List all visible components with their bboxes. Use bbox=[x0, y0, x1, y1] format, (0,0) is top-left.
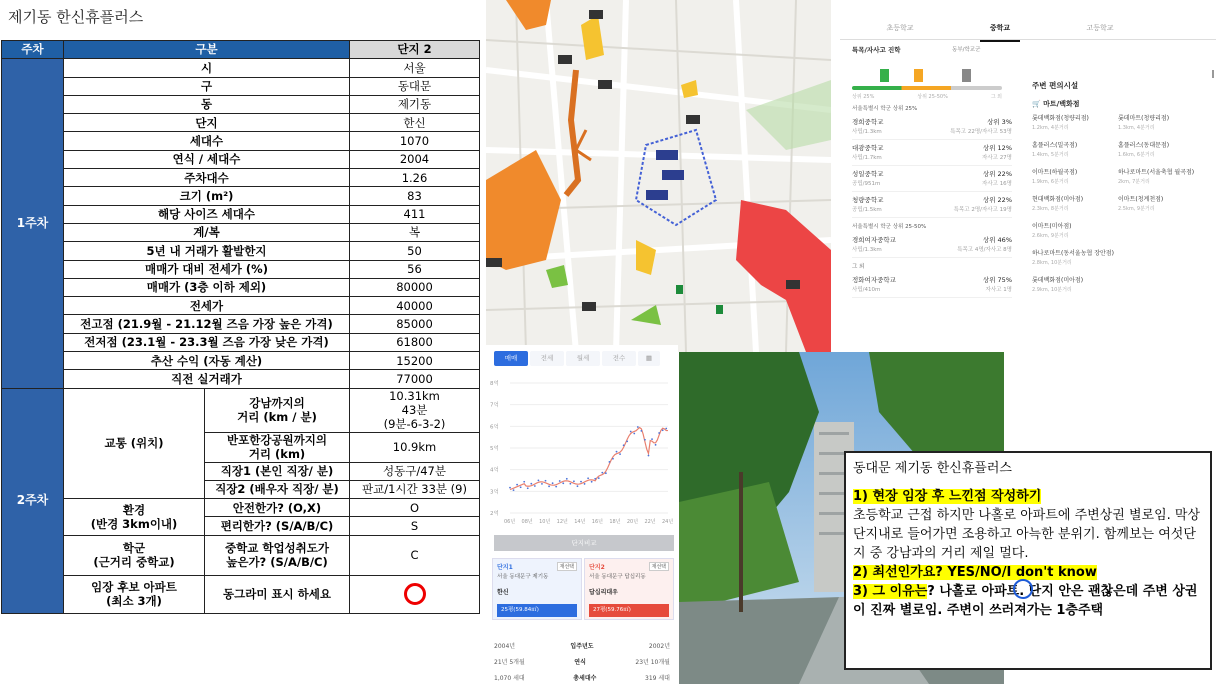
row-value: 77000 bbox=[350, 370, 480, 388]
price-point bbox=[573, 480, 575, 482]
gangnam-value-line: (9분-6-3-2) bbox=[383, 417, 446, 432]
note-body: 초등학교 근접 하지만 나홀로 아파트에 주변상권 별로임. 막상 단지내로 들어가면 조용하고 아늑한 분위기. 함께보는 여섯단지 중 강남과의 거리 제일 멀다. bbox=[853, 508, 1201, 561]
facilities-title: 주변 편의시설 bbox=[1032, 81, 1079, 90]
school-sub: 공립/1.5km bbox=[852, 207, 882, 213]
row-value: 동대문 bbox=[350, 77, 480, 95]
price-point bbox=[598, 477, 600, 479]
note-title: 동대문 제기동 한신휴플러스 bbox=[853, 461, 1012, 476]
facility-distance: 1.6km, 6분거리 bbox=[1118, 152, 1155, 158]
gangnam-value-line: 10.31km bbox=[389, 388, 440, 403]
row-label: 단지 bbox=[64, 114, 350, 132]
compare-right: 2002년 bbox=[648, 643, 670, 650]
price-point bbox=[527, 487, 529, 489]
row-label: 전저점 (23.1월 - 23.3월 즈음 가장 낮은 가격) bbox=[64, 333, 350, 351]
facility-name: 롯데백화점(청량리점) bbox=[1032, 115, 1089, 122]
row-label: 추산 수익 (자동 계산) bbox=[64, 352, 350, 370]
row-label: 시 bbox=[64, 59, 350, 77]
gauge-region: 동부/학교군 bbox=[952, 47, 981, 53]
tab-sale[interactable]: 매매 bbox=[494, 351, 528, 366]
school-sub: 사립/410m bbox=[852, 287, 881, 293]
row-value: 2004 bbox=[350, 150, 480, 168]
gauge-heading: 특목/자사고 진학 bbox=[852, 46, 901, 54]
price-point bbox=[665, 428, 667, 430]
row-label: 해당 사이즈 세대수 bbox=[64, 205, 350, 223]
env-label bbox=[64, 499, 205, 536]
compare-row bbox=[494, 657, 670, 666]
x-tick-label: 08년 bbox=[521, 519, 533, 525]
price-point bbox=[587, 477, 589, 479]
row-label: 연식 / 세대수 bbox=[64, 150, 350, 168]
x-tick-label: 10년 bbox=[539, 519, 551, 525]
school-info: 자사고 16명 bbox=[982, 181, 1012, 187]
price-point bbox=[555, 486, 557, 488]
facility-item[interactable] bbox=[1118, 140, 1204, 167]
price-point bbox=[594, 478, 596, 480]
gangnam-label-line2: 거리 (km / 분) bbox=[237, 410, 317, 425]
school-info: 특목고 2명/자사고 19명 bbox=[953, 207, 1012, 213]
price-point bbox=[534, 485, 536, 487]
compare-mid: 총세대수 bbox=[573, 675, 597, 682]
row-label: 크기 (m²) bbox=[64, 187, 350, 205]
row-value: 61800 bbox=[350, 333, 480, 351]
facility-distance: 1.3km, 4분거리 bbox=[1118, 125, 1155, 131]
card2-address: 서울 동대문구 답십리동 bbox=[589, 574, 646, 580]
no-circle-mark bbox=[1013, 579, 1033, 599]
school-question-line1: 중학교 학업성취도가 bbox=[225, 540, 329, 555]
price-point bbox=[651, 438, 653, 440]
gauge-label-other: 그 외 bbox=[990, 94, 1002, 100]
school-sub: 사립/1.3km bbox=[852, 247, 882, 253]
price-point bbox=[538, 479, 540, 481]
facility-item[interactable] bbox=[1032, 167, 1118, 194]
price-point bbox=[637, 426, 639, 428]
tab-middle[interactable]: 중학교 bbox=[940, 23, 1060, 33]
price-point bbox=[509, 487, 511, 489]
x-tick-label: 16년 bbox=[591, 519, 603, 525]
facility-item[interactable] bbox=[1032, 221, 1118, 248]
row-value: 80000 bbox=[350, 278, 480, 296]
price-point bbox=[648, 455, 650, 457]
mart-title bbox=[1032, 99, 1212, 109]
price-point bbox=[552, 482, 554, 484]
x-tick-label: 12년 bbox=[556, 519, 568, 525]
facility-name: 홈플러스(밀곡점) bbox=[1032, 142, 1078, 149]
safe-value: O bbox=[350, 499, 480, 517]
gauge-flag-orange bbox=[914, 69, 923, 82]
facility-distance: 2.5km, 9분거리 bbox=[1118, 206, 1155, 212]
compare-mid: 연식 bbox=[574, 659, 586, 666]
banpo-label-line2: 거리 (km) bbox=[248, 447, 306, 462]
row-label: 매매가 (3층 이하 제외) bbox=[64, 278, 350, 296]
row-value: 15200 bbox=[350, 352, 480, 370]
imjang-table bbox=[1, 40, 480, 614]
candidate-label-line2: (최소 3개) bbox=[106, 594, 162, 609]
price-chart bbox=[486, 373, 678, 533]
gangnam-value-line: 43분 bbox=[401, 403, 428, 418]
price-point bbox=[523, 481, 525, 483]
tab-jeonse[interactable]: 전세 bbox=[530, 351, 564, 366]
school-info: 자사고 1명 bbox=[985, 287, 1012, 293]
week1-label: 1주차 bbox=[2, 59, 64, 388]
y-tick-label: 3억 bbox=[490, 489, 499, 496]
row-value: 1.26 bbox=[350, 169, 480, 187]
school-rank: 상위 75% bbox=[982, 276, 1012, 284]
facility-item[interactable] bbox=[1118, 194, 1204, 221]
facility-distance: 1.2km, 4분거리 bbox=[1032, 125, 1069, 131]
school-group-2: 서울특별시 학군 상위 25-50% bbox=[852, 224, 927, 230]
price-point bbox=[601, 472, 603, 474]
price-point bbox=[580, 481, 582, 483]
school-info: 특목고 22명/자사고 53명 bbox=[950, 129, 1012, 135]
facility-name: 하나로마트(동서울농협 장안점) bbox=[1032, 250, 1114, 257]
row-value: 56 bbox=[350, 260, 480, 278]
card2-size[interactable]: 27평(59.76㎡) bbox=[589, 604, 669, 617]
row-value: 제기동 bbox=[350, 95, 480, 113]
facility-item[interactable] bbox=[1032, 194, 1118, 221]
candidate-question: 동그라미 표시 하세요 bbox=[205, 575, 350, 613]
row-value: 411 bbox=[350, 205, 480, 223]
env-label-line1: 환경 bbox=[122, 502, 146, 517]
env-label-line2: (반경 3km이내) bbox=[90, 516, 178, 531]
scrollbar[interactable] bbox=[1212, 70, 1214, 78]
facility-name: 롯데백화점(미아점) bbox=[1032, 277, 1084, 284]
price-point bbox=[644, 439, 646, 441]
job2-label: 직장2 (배우자 직장/ 분) bbox=[205, 480, 350, 498]
school-value: C bbox=[350, 535, 480, 575]
facilities bbox=[1032, 80, 1212, 302]
gauge-flag-gray bbox=[962, 69, 971, 82]
facility-distance: 2.8km, 10분거리 bbox=[1032, 260, 1072, 266]
school-name: 정화여자중학교 bbox=[852, 276, 896, 284]
row-label: 구 bbox=[64, 77, 350, 95]
facility-name: 이마트(청계천점) bbox=[1118, 196, 1164, 203]
convenience-label: 편리한가? (S/A/B/C) bbox=[205, 517, 350, 535]
card1-title: 단지1 bbox=[497, 564, 513, 571]
school-row[interactable] bbox=[852, 272, 1012, 298]
y-tick-label: 8억 bbox=[490, 381, 499, 387]
compare-right: 319 세대 bbox=[645, 675, 670, 682]
price-point bbox=[616, 451, 618, 453]
note-q1: 1) 현장 임장 후 느낀점 작성하기 bbox=[853, 489, 1042, 504]
price-point bbox=[577, 485, 579, 487]
review-note bbox=[844, 451, 1212, 670]
banpo-value: 10.9km bbox=[350, 432, 480, 462]
banpo-label bbox=[205, 432, 350, 462]
mart-title-text: 마트/백화점 bbox=[1043, 100, 1080, 108]
facility-name: 현대백화점(미아점) bbox=[1032, 196, 1084, 203]
school-label bbox=[64, 535, 205, 575]
facility-item[interactable] bbox=[1118, 113, 1204, 140]
school-row[interactable] bbox=[852, 192, 1012, 218]
compare-row bbox=[494, 673, 670, 682]
note-q2: 2) 최선인가요? YES/NO/I don't know bbox=[853, 565, 1097, 580]
price-point bbox=[541, 483, 543, 485]
header-category: 구분 bbox=[64, 41, 350, 59]
price-point bbox=[658, 432, 660, 434]
price-point bbox=[655, 444, 657, 446]
school-rank: 상위 46% bbox=[982, 236, 1012, 244]
facility-distance: 2.3km, 8분거리 bbox=[1032, 206, 1069, 212]
price-point bbox=[630, 431, 632, 433]
card1-reselect[interactable]: 재선택 bbox=[557, 562, 578, 571]
row-label: 전세가 bbox=[64, 297, 350, 315]
y-tick-label: 6억 bbox=[490, 424, 499, 431]
price-point bbox=[623, 444, 625, 446]
transport-label-line1: 교통 (위치) bbox=[104, 436, 164, 451]
gangnam-label bbox=[205, 388, 350, 432]
compare-button[interactable]: 단지비교 bbox=[494, 535, 674, 551]
row-label: 동 bbox=[64, 95, 350, 113]
school-panel bbox=[840, 0, 1216, 352]
gauge-label-mid: 상위 25-50% bbox=[917, 94, 948, 100]
row-label: 세대수 bbox=[64, 132, 350, 150]
row-value: 서울 bbox=[350, 59, 480, 77]
price-point bbox=[619, 453, 621, 455]
facility-item bbox=[1118, 248, 1204, 275]
complex-card-1[interactable] bbox=[492, 558, 582, 620]
banpo-label-line1: 반포한강공원까지의 bbox=[227, 432, 327, 447]
y-tick-label: 5억 bbox=[490, 446, 499, 452]
school-info: 자사고 27명 bbox=[982, 155, 1012, 161]
facility-name: 롯데마트(청량리점) bbox=[1118, 115, 1170, 122]
row-label: 주차대수 bbox=[64, 169, 350, 187]
price-point bbox=[569, 483, 571, 485]
school-rank: 상위 3% bbox=[987, 118, 1012, 126]
facility-name: 이마트(하월곡점) bbox=[1032, 169, 1078, 176]
price-point bbox=[612, 458, 614, 460]
grid-icon[interactable]: ▦ bbox=[638, 351, 660, 366]
price-point bbox=[566, 478, 568, 480]
row-label: 5년 내 거래가 활발한지 bbox=[64, 242, 350, 260]
gauge-bar bbox=[852, 86, 1002, 90]
safe-label: 안전한가? (O,X) bbox=[205, 499, 350, 517]
school-sub: 사립/1.7km bbox=[852, 155, 882, 161]
gauge-label-top: 상위 25% bbox=[852, 94, 875, 100]
price-point bbox=[545, 480, 547, 482]
x-tick-label: 20년 bbox=[626, 519, 639, 525]
card1-size[interactable]: 25평(59.84㎡) bbox=[497, 604, 577, 617]
x-tick-label: 24년 bbox=[662, 519, 674, 525]
compare-left: 1,070 세대 bbox=[494, 675, 525, 682]
price-line bbox=[510, 428, 668, 490]
card2-reselect[interactable]: 재선택 bbox=[649, 562, 670, 571]
cart-icon: 🛒 bbox=[1032, 100, 1041, 108]
gauge-flag-green bbox=[880, 69, 889, 82]
job1-label: 직장1 (본인 직장/ 분) bbox=[205, 462, 350, 480]
facility-distance: 1.4km, 5분거리 bbox=[1032, 152, 1069, 158]
compare-left: 21년 5개월 bbox=[494, 659, 525, 666]
school-sub: 사립/1.3km bbox=[852, 129, 882, 135]
facility-name: 하나로마트(서울축협 월곡점) bbox=[1118, 169, 1195, 176]
facility-name: 이마트(미아점) bbox=[1032, 223, 1072, 230]
gangnam-value bbox=[350, 388, 480, 432]
row-label: 직전 실거래가 bbox=[64, 370, 350, 388]
price-point bbox=[548, 485, 550, 487]
facility-distance: 2.6km, 9분거리 bbox=[1032, 233, 1069, 239]
tab-high[interactable]: 고등학교 bbox=[1086, 24, 1114, 32]
row-value: 85000 bbox=[350, 315, 480, 333]
price-tabs bbox=[494, 351, 660, 367]
complex-card-2[interactable] bbox=[584, 558, 674, 620]
y-tick-label: 2억 bbox=[490, 511, 499, 517]
row-value: 83 bbox=[350, 187, 480, 205]
row-value: 1070 bbox=[350, 132, 480, 150]
school-sub: 공립/951m bbox=[852, 181, 881, 187]
y-tick-label: 4억 bbox=[490, 467, 499, 474]
tab-monthly[interactable]: 월세 bbox=[566, 351, 600, 366]
admission-gauge bbox=[852, 45, 1012, 91]
facility-distance: 2km, 7분거리 bbox=[1118, 179, 1150, 185]
price-point bbox=[559, 480, 561, 482]
school-name: 경희중학교 bbox=[852, 118, 884, 126]
price-panel bbox=[486, 345, 678, 684]
facility-distance: 2.9km, 10분거리 bbox=[1032, 287, 1072, 293]
facility-name: 홈플러스(동대문점) bbox=[1118, 142, 1170, 149]
price-point bbox=[530, 483, 532, 485]
school-rank: 상위 12% bbox=[982, 144, 1012, 152]
card1-address: 서울 동대문구 제기동 bbox=[497, 574, 549, 580]
week2-label: 2주차 bbox=[2, 388, 64, 613]
row-value: 한신 bbox=[350, 114, 480, 132]
card2-name: 답십리대우 bbox=[589, 589, 618, 596]
price-point bbox=[591, 481, 593, 483]
circle-mark bbox=[404, 583, 426, 605]
x-tick-label: 18년 bbox=[609, 519, 621, 525]
gangnam-label-line1: 강남까지의 bbox=[249, 395, 305, 410]
school-rank: 상위 22% bbox=[982, 196, 1012, 204]
facility-item bbox=[1118, 221, 1204, 248]
facility-item[interactable] bbox=[1118, 167, 1204, 194]
facility-item[interactable] bbox=[1032, 140, 1118, 167]
candidate-label-line1: 임장 후보 아파트 bbox=[91, 579, 177, 594]
row-value: 40000 bbox=[350, 297, 480, 315]
price-point bbox=[605, 472, 607, 474]
school-question bbox=[205, 535, 350, 575]
header-complex: 단지 2 bbox=[350, 41, 480, 59]
price-point bbox=[584, 483, 586, 485]
price-point bbox=[520, 486, 522, 488]
price-point bbox=[513, 489, 515, 491]
row-label: 매매가 대비 전세가 (%) bbox=[64, 260, 350, 278]
price-point bbox=[516, 484, 518, 486]
school-name: 청량중학교 bbox=[852, 196, 884, 204]
price-point bbox=[662, 429, 664, 431]
price-point bbox=[609, 461, 611, 463]
school-label-line1: 학군 bbox=[122, 540, 146, 555]
price-point bbox=[626, 440, 628, 442]
school-rank: 상위 22% bbox=[982, 170, 1012, 178]
compare-mid: 입주년도 bbox=[570, 643, 594, 650]
school-tabs bbox=[840, 14, 1216, 40]
map-canvas bbox=[486, 0, 831, 352]
note-q3-label: 3) 그 이유는 bbox=[853, 584, 928, 599]
school-row[interactable] bbox=[852, 140, 1012, 166]
facility-item bbox=[1118, 275, 1204, 302]
row-value: 복 bbox=[350, 223, 480, 241]
location-map[interactable] bbox=[486, 0, 831, 352]
card2-title: 단지2 bbox=[589, 564, 605, 571]
school-question-line2: 높은가? (S/A/B/C) bbox=[226, 555, 328, 570]
note-q3-body: ? 나홀로 아파트. 단지 안은 괜찮은데 주변 상권이 진짜 별로임. 주변이 쓰러져가는 1층주택 bbox=[853, 584, 1198, 618]
price-point bbox=[640, 430, 642, 432]
school-label-line2: (근거리 중학교) bbox=[93, 555, 175, 570]
candidate-value[interactable] bbox=[350, 575, 480, 613]
price-point bbox=[562, 482, 564, 484]
row-value: 50 bbox=[350, 242, 480, 260]
school-row[interactable] bbox=[852, 114, 1012, 140]
x-tick-label: 14년 bbox=[574, 519, 586, 525]
row-label: 전고점 (21.9월 - 21.12월 즈음 가장 높은 가격) bbox=[64, 315, 350, 333]
card1-name: 한신 bbox=[497, 589, 509, 596]
page-title: 제기동 한신휴플러스 bbox=[8, 8, 144, 26]
school-row[interactable] bbox=[852, 232, 1012, 258]
row-label: 계/복 bbox=[64, 223, 350, 241]
facility-item[interactable] bbox=[1032, 113, 1118, 140]
facility-distance: 1.9km, 6분거리 bbox=[1032, 179, 1069, 185]
x-tick-label: 22년 bbox=[644, 519, 656, 525]
school-group-1: 서울특별시 학군 상위 25% bbox=[852, 106, 918, 112]
convenience-value: S bbox=[350, 517, 480, 535]
school-name: 경희여자중학교 bbox=[852, 236, 896, 244]
compare-left: 2004년 bbox=[494, 643, 516, 650]
y-tick-label: 7억 bbox=[490, 402, 499, 409]
compare-right: 23년 10개월 bbox=[635, 659, 670, 666]
school-row[interactable] bbox=[852, 166, 1012, 192]
tab-count[interactable]: 전수 bbox=[602, 351, 636, 366]
school-name: 성일중학교 bbox=[852, 170, 884, 178]
school-group-3: 그 외 bbox=[852, 264, 865, 270]
transport-label bbox=[64, 388, 205, 498]
tab-elementary[interactable]: 초등학교 bbox=[886, 24, 914, 32]
job1-value: 성동구/47분 bbox=[350, 462, 480, 480]
school-name: 대광중학교 bbox=[852, 144, 884, 152]
facility-item[interactable] bbox=[1032, 248, 1118, 275]
job2-value: 판교/1시간 33분 (9) bbox=[350, 480, 480, 498]
candidate-label bbox=[64, 575, 205, 613]
compare-row bbox=[494, 641, 670, 650]
price-point bbox=[633, 433, 635, 435]
facility-item[interactable] bbox=[1032, 275, 1118, 302]
header-week: 주차 bbox=[2, 41, 64, 59]
x-tick-label: 06년 bbox=[504, 519, 516, 525]
school-list bbox=[852, 45, 1012, 298]
school-info: 특목고 4명/자사고 8명 bbox=[957, 247, 1012, 253]
